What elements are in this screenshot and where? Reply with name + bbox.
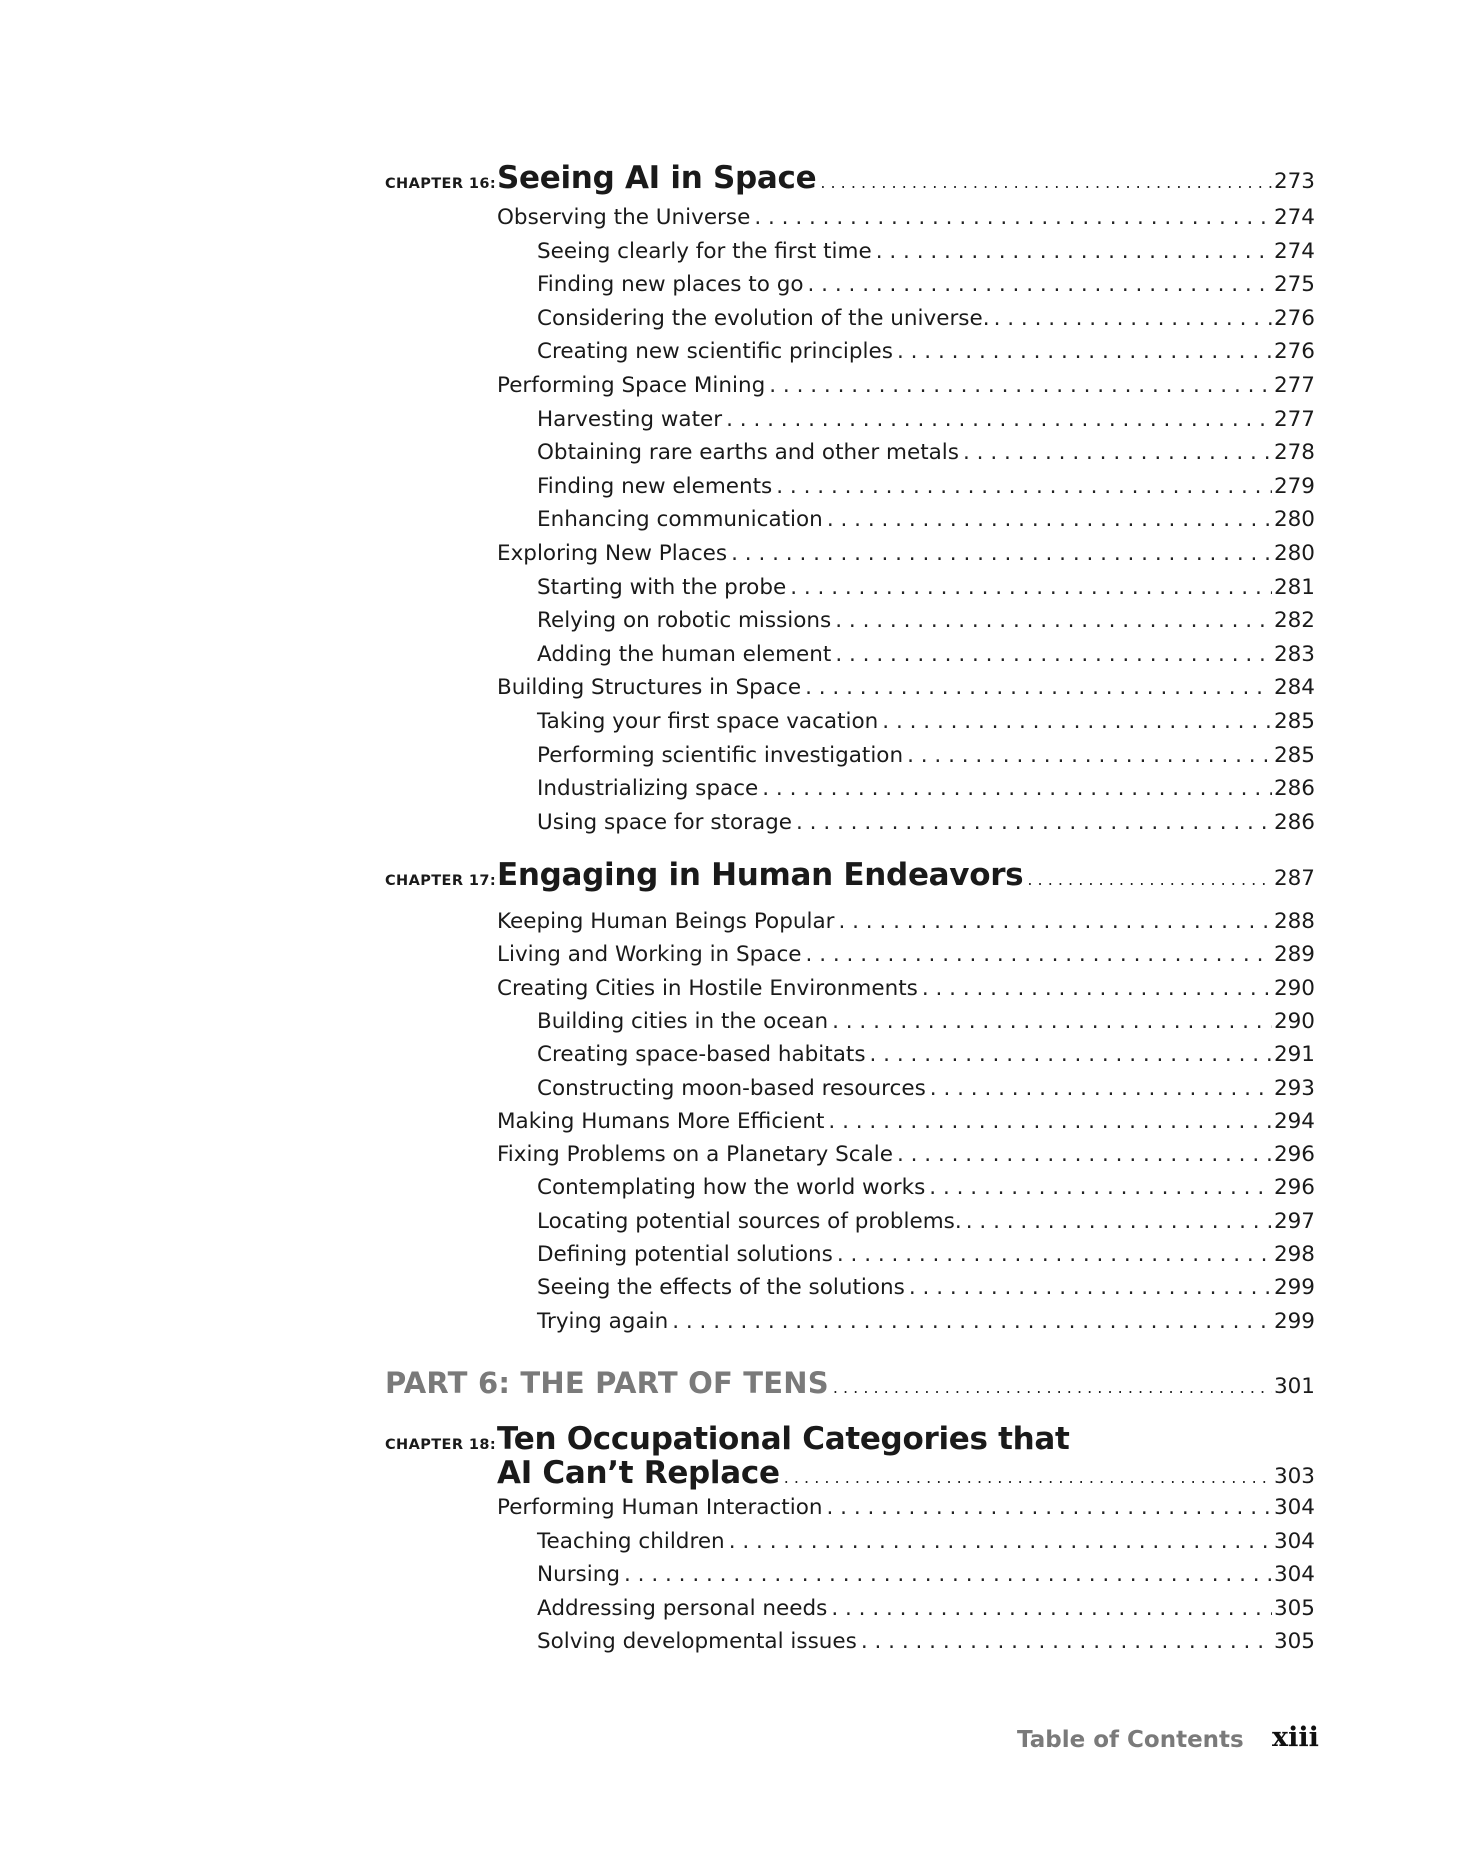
dot-leader (726, 407, 1272, 432)
dot-leader (909, 1275, 1272, 1300)
page-number: 280 (1273, 507, 1315, 533)
entry-title: Harvesting water (537, 406, 723, 432)
toc-subsection-entry[interactable] (537, 1596, 1315, 1621)
dot-leader (624, 1562, 1272, 1587)
toc-subsection-entry[interactable] (537, 743, 1315, 768)
entry-title: Observing the Universe (497, 205, 751, 230)
entry-title: Industrializing space (537, 776, 759, 802)
dot-leader (838, 909, 1271, 934)
page-number: 286 (1273, 776, 1315, 802)
toc-subsection-entry[interactable] (537, 1275, 1315, 1300)
entry-title: Creating Cities in Hostile Environments (497, 975, 918, 1001)
dot-leader (882, 709, 1272, 734)
entry-title: Taking your first space vacation (537, 709, 879, 734)
entry-title: Living and Working in Space (497, 942, 802, 968)
dot-leader (835, 642, 1272, 667)
chapter-17-heading[interactable] (385, 857, 1315, 893)
page-number: 277 (1273, 373, 1315, 398)
entry-title: Addressing personal needs (537, 1595, 828, 1621)
toc-subsection-entry[interactable] (537, 339, 1315, 364)
toc-section-entry[interactable] (497, 1142, 1315, 1167)
dot-leader (776, 474, 1272, 499)
page-number: 281 (1273, 574, 1315, 600)
page-number: 305 (1273, 1629, 1315, 1655)
chapter-title: Engaging in Human Endeavors (497, 857, 1024, 893)
page-number: 284 (1273, 675, 1315, 701)
page-number: 293 (1273, 1075, 1315, 1101)
dot-leader (796, 810, 1272, 835)
page-number: 274 (1273, 205, 1315, 230)
dot-leader (831, 1596, 1272, 1621)
entry-title: Performing scientific investigation (537, 742, 904, 768)
entry-title: Teaching children (537, 1528, 725, 1554)
entry-title: Defining potential solutions (537, 1242, 833, 1267)
dot-leader (827, 507, 1272, 532)
dot-leader (806, 942, 1272, 967)
toc-section-entry[interactable] (497, 1495, 1315, 1520)
toc-subsection-entry[interactable] (537, 1629, 1315, 1654)
entry-title: Considering the evolution of the universe. (537, 305, 990, 331)
toc-subsection-entry[interactable] (537, 507, 1315, 532)
dot-leader (731, 541, 1272, 566)
page-number: 285 (1273, 709, 1315, 734)
dot-leader (837, 1242, 1272, 1267)
entry-title: Exploring New Places (497, 541, 728, 566)
entry-title: Creating space-based habitats (537, 1042, 866, 1068)
toc-subsection-entry[interactable] (537, 1009, 1315, 1034)
toc-subsection-entry[interactable] (537, 810, 1315, 835)
entry-title: Fixing Problems on a Planetary Scale (497, 1142, 893, 1168)
chapter-title: Seeing AI in Space (497, 160, 817, 196)
page-number: 305 (1273, 1595, 1315, 1621)
toc-subsection-entry[interactable] (537, 1076, 1315, 1101)
dot-leader (963, 440, 1272, 465)
entry-title: Building cities in the ocean (537, 1008, 829, 1034)
dot-leader (805, 675, 1272, 700)
page-number: 290 (1273, 975, 1315, 1001)
page-number: 301 (1273, 1374, 1315, 1399)
page-number: 275 (1273, 272, 1315, 298)
chapter-label: CHAPTER 17: (385, 873, 497, 889)
part-title: PART 6: THE PART OF TENS (385, 1366, 829, 1400)
entry-title: Finding new elements (537, 473, 773, 499)
entry-title: Trying again (537, 1308, 669, 1334)
dot-leader (929, 1175, 1272, 1200)
dot-leader (861, 1629, 1272, 1654)
dot-leader (828, 1109, 1272, 1134)
dot-leader (966, 1209, 1272, 1234)
dot-leader (835, 608, 1272, 633)
page-number: 291 (1273, 1042, 1315, 1068)
page-number: 285 (1273, 742, 1315, 768)
dot-leader (930, 1076, 1272, 1101)
entry-title: Constructing moon-based resources (537, 1075, 926, 1101)
toc-subsection-entry[interactable] (537, 608, 1315, 633)
entry-title: Starting with the probe (537, 574, 787, 600)
toc-subsection-entry[interactable] (537, 709, 1315, 734)
dot-leader (820, 173, 1272, 192)
dot-leader (922, 976, 1272, 1001)
dot-leader (994, 306, 1272, 331)
chapter-title-line-2: AI Can’t Replace (497, 1455, 780, 1491)
entry-title: Finding new places to go (537, 272, 804, 298)
dot-leader (897, 339, 1272, 364)
page-number: 299 (1273, 1308, 1315, 1334)
toc-section-entry[interactable] (497, 373, 1315, 398)
entry-title: Making Humans More Efficient (497, 1108, 825, 1134)
page-number: 273 (1273, 169, 1315, 194)
toc-subsection-entry[interactable] (537, 1242, 1315, 1267)
page-number: 299 (1273, 1275, 1315, 1301)
toc-subsection-entry[interactable] (537, 575, 1315, 600)
running-footer-label: Table of Contents (1017, 1727, 1244, 1753)
entry-title: Nursing (537, 1562, 620, 1588)
toc-subsection-entry[interactable] (537, 306, 1315, 331)
entry-title: Seeing the effects of the solutions (537, 1275, 905, 1301)
page-number: 296 (1273, 1175, 1315, 1201)
toc-subsection-entry[interactable] (537, 1175, 1315, 1200)
entry-title: Solving developmental issues (537, 1629, 857, 1655)
entry-title: Locating potential sources of problems. (537, 1208, 962, 1234)
page-number: 297 (1273, 1208, 1315, 1234)
toc-section-entry[interactable] (497, 942, 1315, 967)
toc-subsection-entry[interactable] (537, 440, 1315, 465)
page-number: 303 (1273, 1464, 1315, 1489)
page-number: 288 (1273, 909, 1315, 934)
chapter-title-line-1: Ten Occupational Categories that (497, 1421, 1070, 1457)
page-number: 304 (1273, 1562, 1315, 1588)
dot-leader (870, 1042, 1272, 1067)
page-number: 282 (1273, 608, 1315, 634)
toc-section-entry[interactable] (497, 205, 1315, 230)
page-number: 283 (1273, 641, 1315, 667)
entry-title: Relying on robotic missions (537, 608, 832, 634)
page-number: 274 (1273, 238, 1315, 264)
toc-subsection-entry[interactable] (537, 474, 1315, 499)
page-number: 279 (1273, 473, 1315, 499)
toc-subsection-entry[interactable] (537, 1562, 1315, 1587)
entry-title: Performing Human Interaction (497, 1495, 823, 1520)
dot-leader (672, 1309, 1272, 1334)
page-number: 304 (1273, 1528, 1315, 1554)
dot-leader (762, 776, 1272, 801)
toc-subsection-entry[interactable] (537, 1209, 1315, 1234)
toc-subsection-entry[interactable] (537, 407, 1315, 432)
entry-title: Performing Space Mining (497, 373, 766, 398)
page-number: 280 (1273, 541, 1315, 566)
dot-leader (1027, 870, 1272, 889)
page-number: 287 (1273, 866, 1315, 891)
page-number: 289 (1273, 942, 1315, 968)
dot-leader (769, 373, 1272, 398)
entry-title: Seeing clearly for the first time (537, 238, 872, 264)
page-number: 290 (1273, 1008, 1315, 1034)
toc-subsection-entry[interactable] (537, 776, 1315, 801)
page-number: 278 (1273, 440, 1315, 466)
page-number: 298 (1273, 1242, 1315, 1267)
entry-title: Keeping Human Beings Popular (497, 909, 835, 934)
entry-title: Contemplating how the world works (537, 1175, 926, 1201)
toc-subsection-entry[interactable] (537, 1529, 1315, 1554)
page-number: 286 (1273, 809, 1315, 835)
toc-section-entry[interactable] (497, 541, 1315, 566)
dot-leader (784, 1468, 1272, 1487)
page-number: 276 (1273, 305, 1315, 331)
dot-leader (729, 1529, 1272, 1554)
chapter-16-heading[interactable] (385, 160, 1315, 196)
entry-title: Obtaining rare earths and other metals (537, 440, 959, 466)
toc-section-entry[interactable] (497, 675, 1315, 700)
entry-title: Adding the human element (537, 641, 832, 667)
entry-title: Enhancing communication (537, 507, 823, 533)
chapter-label: CHAPTER 18: (385, 1437, 497, 1453)
part-6-heading[interactable] (385, 1366, 1315, 1400)
folio-page-number: xiii (1272, 1722, 1319, 1753)
toc-subsection-entry[interactable] (537, 272, 1315, 297)
dot-leader (876, 239, 1272, 264)
toc-subsection-entry[interactable] (537, 239, 1315, 264)
toc-subsection-entry[interactable] (537, 642, 1315, 667)
toc-subsection-entry[interactable] (537, 1309, 1315, 1334)
chapter-18-heading[interactable] (385, 1421, 1315, 1457)
toc-subsection-entry[interactable] (537, 1042, 1315, 1067)
page-number: 276 (1273, 339, 1315, 365)
entry-title: Using space for storage (537, 809, 792, 835)
page-number: 304 (1273, 1495, 1315, 1520)
dot-leader (754, 205, 1272, 230)
toc-section-entry[interactable] (497, 1109, 1315, 1134)
entry-title: Creating new scientific principles (537, 339, 893, 365)
toc-section-entry[interactable] (497, 976, 1315, 1001)
entry-title: Building Structures in Space (497, 675, 802, 701)
chapter-label: CHAPTER 16: (385, 176, 497, 192)
dot-leader (827, 1495, 1272, 1520)
dot-leader (790, 575, 1272, 600)
page-number: 296 (1273, 1142, 1315, 1168)
dot-leader (832, 1009, 1272, 1034)
page-number: 294 (1273, 1108, 1315, 1134)
dot-leader (907, 743, 1272, 768)
toc-section-entry[interactable] (497, 909, 1315, 934)
dot-leader (808, 272, 1272, 297)
dot-leader (833, 1378, 1272, 1397)
chapter-18-heading-continued[interactable] (497, 1455, 1315, 1491)
dot-leader (897, 1142, 1272, 1167)
page-number: 277 (1273, 406, 1315, 432)
